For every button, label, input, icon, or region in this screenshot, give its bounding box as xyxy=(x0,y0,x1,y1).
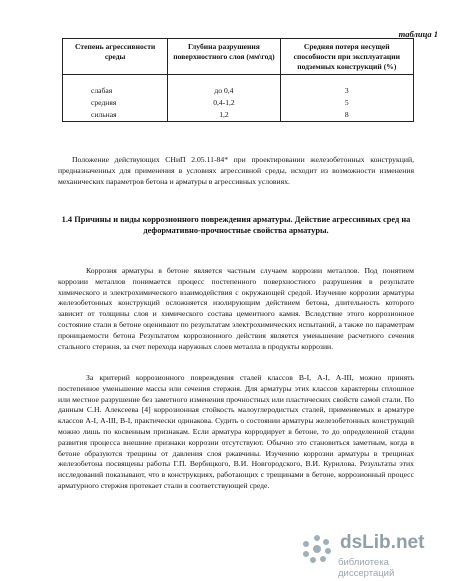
cell-destruction-depth: 1,2 xyxy=(168,109,280,122)
dslib-watermark xyxy=(300,530,446,579)
watermark-site-name: dsLib.net xyxy=(340,532,425,553)
header-aggressiveness: Степень агрессивности среды xyxy=(63,39,168,75)
corrosion-table xyxy=(62,38,414,122)
table-row xyxy=(63,75,414,98)
header-destruction-depth: Глубина разрушения поверхностного слоя (мм\год) xyxy=(168,39,280,75)
dslib-logo-icon xyxy=(302,534,332,564)
body-paragraph-1: Коррозия арматуры в бетоне является частным случаем коррозии металлов. Под понятием коррозии металлов понимается процесс постепенного поверхностного разрушения в результате химического и электрохимического взаимодействия с окружающей средой. Изучение коррозии арматуры железобетонных конструкций осложняется изолирующим действием бетона, длительность которого зависит от толщины слоя и химического состава цементного камня. Вследствие этого коррозионное состояние стали в бетоне оценивают по результатам электрохимических испытаний, а также по параметрам проницаемости бетона Результатом коррозионного действия является уменьшение расчетного сечения стального стержня, за счет перехода наружных слоев металла в продукты коррозии. xyxy=(58,266,414,351)
intro-paragraph: Положение действующих СНиП 2.05.11-84* при проектировании железобетонных конструкций, предназначенных для применения в условиях агрессивной среды, исходит из возможности изменения механических параметров бетона и арматуры в агрессивных условиях. xyxy=(58,155,414,186)
table-row xyxy=(63,109,414,122)
body-paragraph-2: За критерий коррозионного повреждения сталей классов В-I, А-I, А-III, можно принять постепенное уменьшение массы или сечения стержня. Для арматуры этих классов характерны сплошное или местное разрушение без заметного изменения прочностных или пластических свойств самой стали. По данным С.Н. Алексеева [4] коррозионная стойкость малоуглеродистых сталей, применяемых в арматуре классов А-I, А-III, В-I, практически одинакова. Судить о состоянии арматуры железобетонных конструкций можно лишь по косвенным признакам. Если арматура корродирует в бетоне, то до определенной стадии развития процесса внешние признаки коррозии отсутствуют. Обычно это становиться заметным, когда в бетоне образуются трещины от давления слоя ржавчины. Изучению коррозии арматуры в трещинах железобетона посвящены работы Г.П. Вербицкого, В.И. Новгородского, В.И. Курилова. Результаты этих исследований показывают, что в конструкциях, работающих с трещинами в бетоне, коррозионный процесс арматурного стержня протекает стали в соответствующей среде. xyxy=(58,373,414,490)
table-row xyxy=(63,97,414,109)
cell-capacity-loss: 8 xyxy=(280,109,413,122)
table-caption: таблица 1 xyxy=(398,29,438,39)
section-heading: 1.4 Причины и виды коррозионного повреждения арматуры. Действие агрессивных сред на деформативно-прочностные свойства арматуры. xyxy=(61,215,411,235)
watermark-subtitle: библиотека диссертаций xyxy=(338,557,395,579)
cell-capacity-loss: 5 xyxy=(280,97,413,109)
cell-destruction-depth: до 0,4 xyxy=(168,75,280,98)
table-header-row xyxy=(63,39,414,75)
cell-destruction-depth: 0,4-1,2 xyxy=(168,97,280,109)
cell-aggressiveness: средняя xyxy=(63,97,168,109)
cell-aggressiveness: слабая xyxy=(63,75,168,98)
header-capacity-loss: Средняя потеря несущей способности при эксплуатации подземных конструкций (%) xyxy=(280,39,413,75)
cell-aggressiveness: сильная xyxy=(63,109,168,122)
cell-capacity-loss: 3 xyxy=(280,75,413,98)
